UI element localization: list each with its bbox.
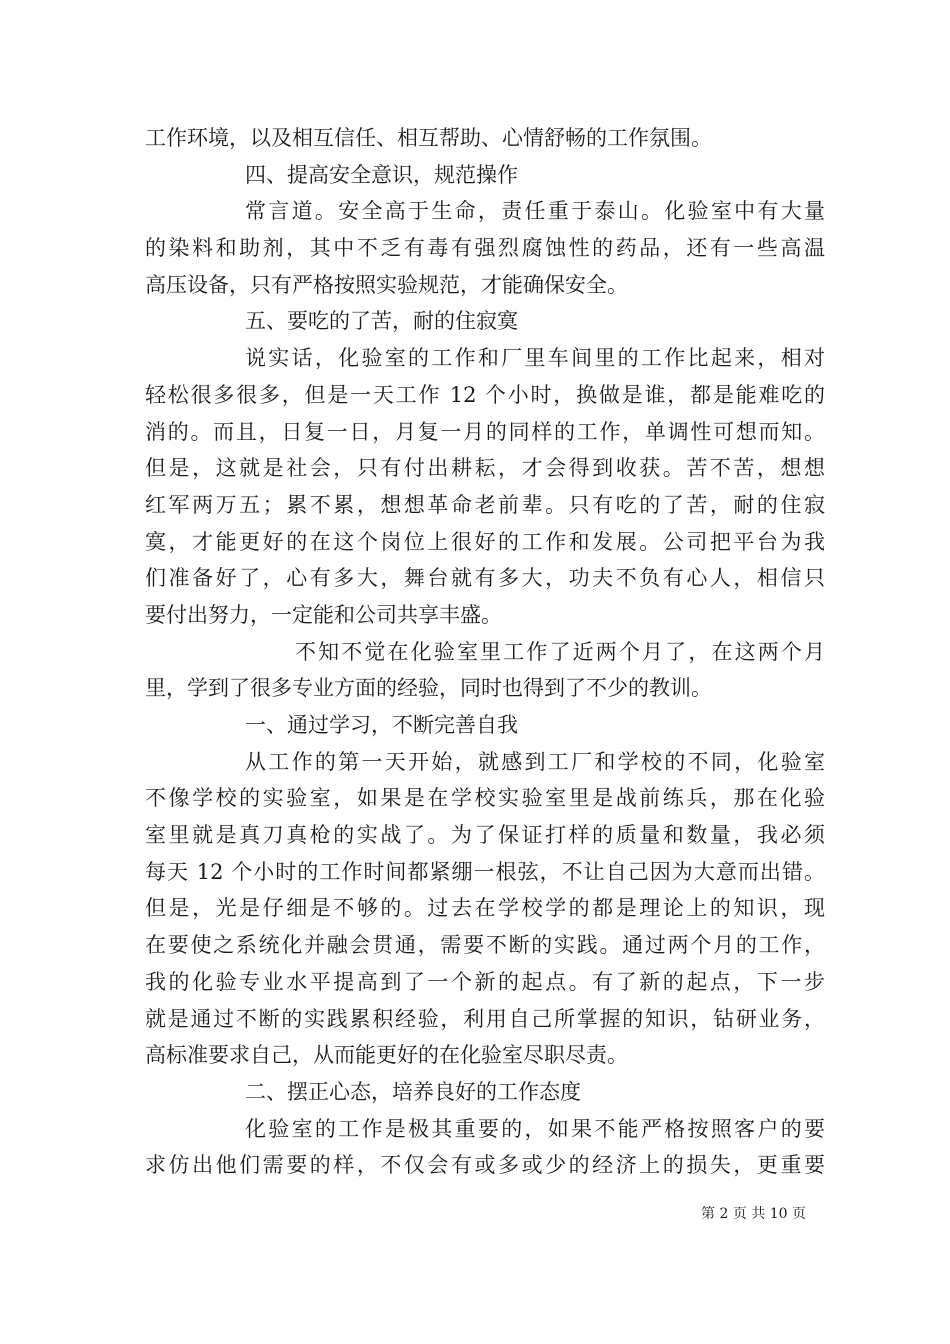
text-line: 从工作的第一天开始，就感到工厂和学校的不同，化验室 [245,749,825,774]
text-line: 化验室的工作是极其重要的，如果不能严格按照客户的要 [245,1116,825,1141]
text-line: 里，学到了很多专业方面的经验，同时也得到了不少的教训。 [145,676,712,701]
text-line: 在要使之系统化并融会贯通，需要不断的实践。通过两个月的工作， [145,933,825,958]
text-line: 们准备好了，心有多大，舞台就有多大，功夫不负有心人，相信只 [145,566,825,591]
text-line: 但是，这就是社会，只有付出耕耘，才会得到收获。苦不苦，想想 [145,456,825,481]
text-line: 高标准要求自己，从而能更好的在化验室尽职尽责。 [145,1043,628,1068]
text-line: 我的化验专业水平提高到了一个新的起点。有了新的起点，下一步 [145,969,825,994]
text-line: 的染料和助剂，其中不乏有毒有强烈腐蚀性的药品，还有一些高温 [145,236,825,261]
section-heading-learning: 一、通过学习，不断完善自我 [245,713,518,737]
text-line: 每天 12 个小时的工作时间都紧绷一根弦，不让自己因为大意而出错。 [145,859,825,884]
text-line: 消的。而且，日复一日，月复一月的同样的工作，单调性可想而知。 [145,419,825,444]
text-line: 不知不觉在化验室里工作了近两个月了，在这两个月 [295,639,825,664]
text-line: 室里就是真刀真枪的实战了。为了保证打样的质量和数量，我必须 [145,823,825,848]
text-line: 工作环境，以及相互信任、相互帮助、心情舒畅的工作氛围。 [145,126,712,150]
text-line: 求仿出他们需要的样，不仅会有或多或少的经济上的损失，更重要 [145,1153,825,1178]
text-line: 说实话，化验室的工作和厂里车间里的工作比起来，相对 [245,346,825,371]
text-line: 不像学校的实验室，如果是在学校实验室里是战前练兵，那在化验 [145,786,825,811]
document-body [145,120,825,1184]
text-line: 就是通过不断的实践累积经验，利用自己所掌握的知识，钻研业务， [145,1006,825,1031]
text-line: 要付出努力，一定能和公司共享丰盛。 [145,602,502,627]
text-line: 寞，才能更好的在这个岗位上很好的工作和发展。公司把平台为我 [145,529,825,554]
text-line: 但是，光是仔细是不够的。过去在学校学的都是理论上的知识，现 [145,896,825,921]
text-line: 轻松很多很多，但是一天工作 12 个小时，换做是谁，都是能难吃的 [145,382,825,407]
section-heading-safety: 四、提高安全意识，规范操作 [245,162,518,187]
section-heading-attitude: 二、摆正心态，培养良好的工作态度 [245,1079,581,1104]
page-number: 第 2 页 共 10 页 [701,1206,806,1222]
section-heading-endurance: 五、要吃的了苦，耐的住寂寞 [245,309,518,334]
text-line: 常言道。安全高于生命，责任重于泰山。化验室中有大量 [245,199,825,224]
text-line: 高压设备，只有严格按照实验规范，才能确保安全。 [145,272,628,297]
text-line: 红军两万五；累不累，想想革命老前辈。只有吃的了苦，耐的住寂 [145,492,825,517]
